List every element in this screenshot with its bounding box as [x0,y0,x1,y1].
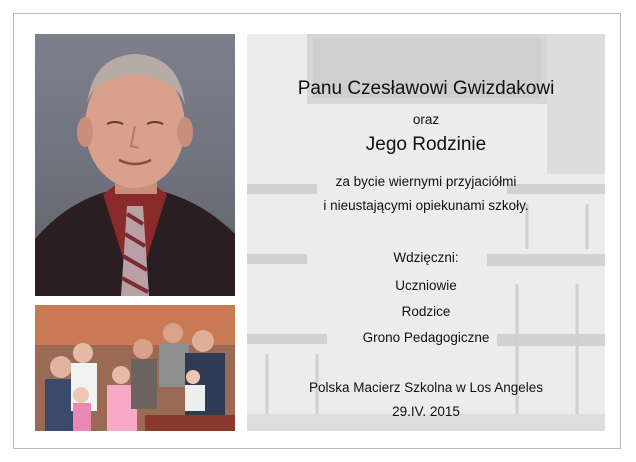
family-photo [35,305,235,431]
reason-line-2: i nieustającymi opiekunami szkoły. [323,198,529,213]
thanks-staff: Grono Pedagogiczne [362,330,490,345]
thanks-heading: Wdzięczni: [393,250,459,265]
thanks-parents: Rodzice [401,304,451,319]
conjunction-text: oraz [412,112,440,127]
date-text: 29.IV. 2015 [392,404,460,419]
reason-line-1: za bycie wiernymi przyjaciółmi [335,174,517,189]
portrait-photo [35,34,235,296]
message-panel [247,34,605,431]
thanks-students: Uczniowie [395,278,457,293]
family-text: Jego Rodzinie [365,134,487,155]
recipient-name: Panu Czesławowi Gwizdakowi [297,78,555,99]
dedication-card [13,13,621,449]
organization-name: Polska Macierz Szkolna w Los Angeles [308,380,544,395]
